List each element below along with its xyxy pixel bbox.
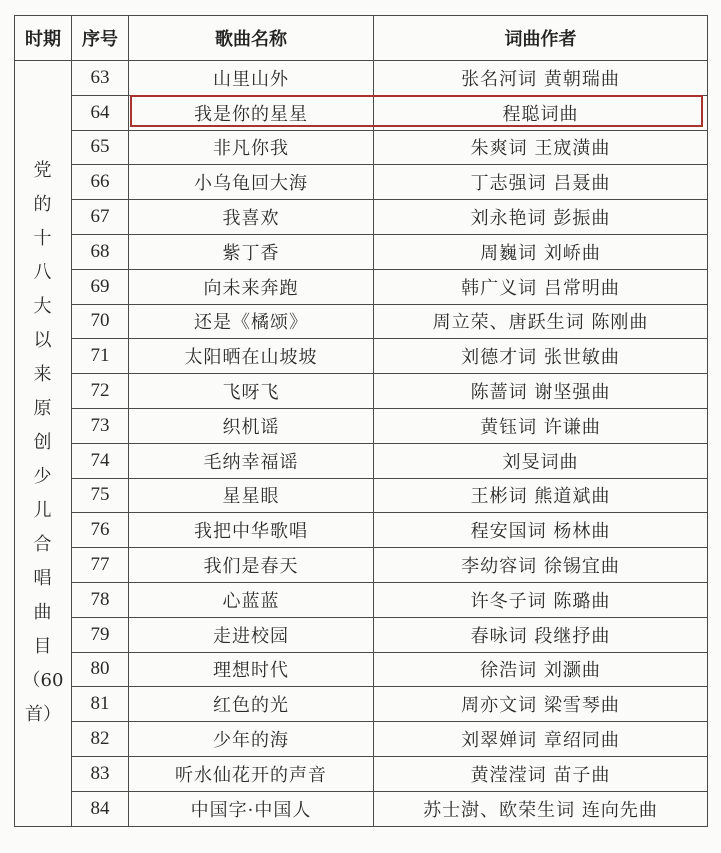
- table-row: [15, 374, 708, 409]
- song-name-cell: 心蓝蓝: [129, 582, 374, 617]
- song-authors-cell: 朱爽词 王宬潢曲: [374, 130, 708, 165]
- song-number-cell: 82: [72, 722, 129, 757]
- period-cell: [15, 61, 72, 827]
- song-number-cell: 76: [72, 513, 129, 548]
- period-character: 来: [33, 364, 53, 386]
- table-row: [15, 304, 708, 339]
- song-name-cell: 红色的光: [129, 687, 374, 722]
- period-character: 以: [33, 330, 53, 352]
- song-authors-cell: 程聪词曲: [374, 95, 708, 130]
- song-name-column-header: 歌曲名称: [129, 16, 374, 61]
- song-authors-cell: 韩广义词 吕常明曲: [374, 269, 708, 304]
- song-name-cell: 紫丁香: [129, 234, 374, 269]
- song-name-cell: 毛纳幸福谣: [129, 443, 374, 478]
- song-authors-cell: 刘德才词 张世敏曲: [374, 339, 708, 374]
- song-authors-cell: 张名河词 黄朝瑞曲: [374, 61, 708, 96]
- period-character: 儿: [33, 500, 53, 522]
- song-name-cell: 星星眼: [129, 478, 374, 513]
- table-row: [15, 339, 708, 374]
- period-character: 合: [33, 534, 53, 556]
- song-authors-cell: 程安国词 杨林曲: [374, 513, 708, 548]
- song-authors-cell: 许冬子词 陈璐曲: [374, 582, 708, 617]
- table-row: [15, 791, 708, 826]
- song-number-cell: 81: [72, 687, 129, 722]
- table-row: [15, 548, 708, 583]
- song-name-cell: 向未来奔跑: [129, 269, 374, 304]
- song-number-cell: 73: [72, 408, 129, 443]
- song-number-cell: 67: [72, 200, 129, 235]
- song-authors-cell: 黄钰词 许谦曲: [374, 408, 708, 443]
- song-list-table: [14, 15, 708, 827]
- song-authors-cell: 黄滢滢词 苗子曲: [374, 756, 708, 791]
- table-row: [15, 582, 708, 617]
- table-row: [15, 687, 708, 722]
- song-name-cell: 小乌龟回大海: [129, 165, 374, 200]
- period-column-header: 时期: [15, 16, 72, 61]
- table-body: [15, 61, 708, 827]
- period-character: 十: [33, 228, 53, 250]
- table-row: [15, 408, 708, 443]
- table-row: [15, 756, 708, 791]
- song-number-cell: 71: [72, 339, 129, 374]
- song-name-cell: 太阳晒在山坡坡: [129, 339, 374, 374]
- song-number-cell: 83: [72, 756, 129, 791]
- period-character: 八: [33, 262, 53, 284]
- number-column-header: 序号: [72, 16, 129, 61]
- table-row: [15, 200, 708, 235]
- song-name-cell: 我喜欢: [129, 200, 374, 235]
- table-row: [15, 443, 708, 478]
- song-name-cell: 织机谣: [129, 408, 374, 443]
- song-authors-cell: 周巍词 刘峤曲: [374, 234, 708, 269]
- table-row: [15, 95, 708, 130]
- song-authors-cell: 陈蔷词 谢坚强曲: [374, 374, 708, 409]
- table-header: [15, 16, 708, 61]
- song-name-cell: 理想时代: [129, 652, 374, 687]
- period-character: 曲: [33, 602, 53, 624]
- table-row: [15, 130, 708, 165]
- song-authors-cell: 王彬词 熊道斌曲: [374, 478, 708, 513]
- song-number-cell: 70: [72, 304, 129, 339]
- header-row: [15, 16, 708, 61]
- period-character: 的: [33, 194, 53, 216]
- song-authors-cell: 春咏词 段继抒曲: [374, 617, 708, 652]
- table-row: [15, 722, 708, 757]
- song-name-cell: 少年的海: [129, 722, 374, 757]
- song-name-cell: 我们是春天: [129, 548, 374, 583]
- song-number-cell: 64: [72, 95, 129, 130]
- song-name-cell: 中国字·中国人: [129, 791, 374, 826]
- table-row: [15, 234, 708, 269]
- song-authors-cell: 丁志强词 吕聂曲: [374, 165, 708, 200]
- period-character: 创: [33, 432, 53, 454]
- period-character: 大: [33, 296, 53, 318]
- song-name-cell: 听水仙花开的声音: [129, 756, 374, 791]
- song-number-cell: 74: [72, 443, 129, 478]
- song-name-cell: 山里山外: [129, 61, 374, 96]
- table-row: [15, 478, 708, 513]
- song-number-cell: 63: [72, 61, 129, 96]
- period-character: 目: [33, 636, 53, 658]
- song-name-cell: 我是你的星星: [129, 95, 374, 130]
- song-authors-cell: 周立荣、唐跃生词 陈刚曲: [374, 304, 708, 339]
- period-character: 原: [33, 398, 53, 420]
- song-number-cell: 77: [72, 548, 129, 583]
- period-count-close: 首）: [25, 704, 61, 726]
- period-count-open: （60: [22, 670, 64, 692]
- song-authors-cell: 李幼容词 徐锡宜曲: [374, 548, 708, 583]
- table-row: [15, 61, 708, 96]
- period-character: 少: [33, 466, 53, 488]
- period-character: 党: [33, 160, 53, 182]
- song-name-cell: 我把中华歌唱: [129, 513, 374, 548]
- song-number-cell: 84: [72, 791, 129, 826]
- song-authors-cell: 周亦文词 梁雪琴曲: [374, 687, 708, 722]
- song-name-cell: 飞呀飞: [129, 374, 374, 409]
- song-name-cell: 走进校园: [129, 617, 374, 652]
- table-row: [15, 513, 708, 548]
- song-number-cell: 72: [72, 374, 129, 409]
- song-authors-cell: 徐浩词 刘灏曲: [374, 652, 708, 687]
- song-authors-cell: 刘永艳词 彭振曲: [374, 200, 708, 235]
- table-row: [15, 652, 708, 687]
- table-row: [15, 269, 708, 304]
- song-number-cell: 68: [72, 234, 129, 269]
- song-number-cell: 78: [72, 582, 129, 617]
- song-number-cell: 79: [72, 617, 129, 652]
- song-number-cell: 69: [72, 269, 129, 304]
- song-number-cell: 75: [72, 478, 129, 513]
- song-name-cell: 还是《橘颂》: [129, 304, 374, 339]
- period-character: 唱: [33, 568, 53, 590]
- song-authors-cell: 苏士澍、欧荣生词 连向先曲: [374, 791, 708, 826]
- table-row: [15, 165, 708, 200]
- song-number-cell: 80: [72, 652, 129, 687]
- song-name-cell: 非凡你我: [129, 130, 374, 165]
- song-authors-cell: 刘旻词曲: [374, 443, 708, 478]
- song-authors-cell: 刘翠婵词 章绍同曲: [374, 722, 708, 757]
- table-row: [15, 617, 708, 652]
- song-number-cell: 66: [72, 165, 129, 200]
- song-number-cell: 65: [72, 130, 129, 165]
- authors-column-header: 词曲作者: [374, 16, 708, 61]
